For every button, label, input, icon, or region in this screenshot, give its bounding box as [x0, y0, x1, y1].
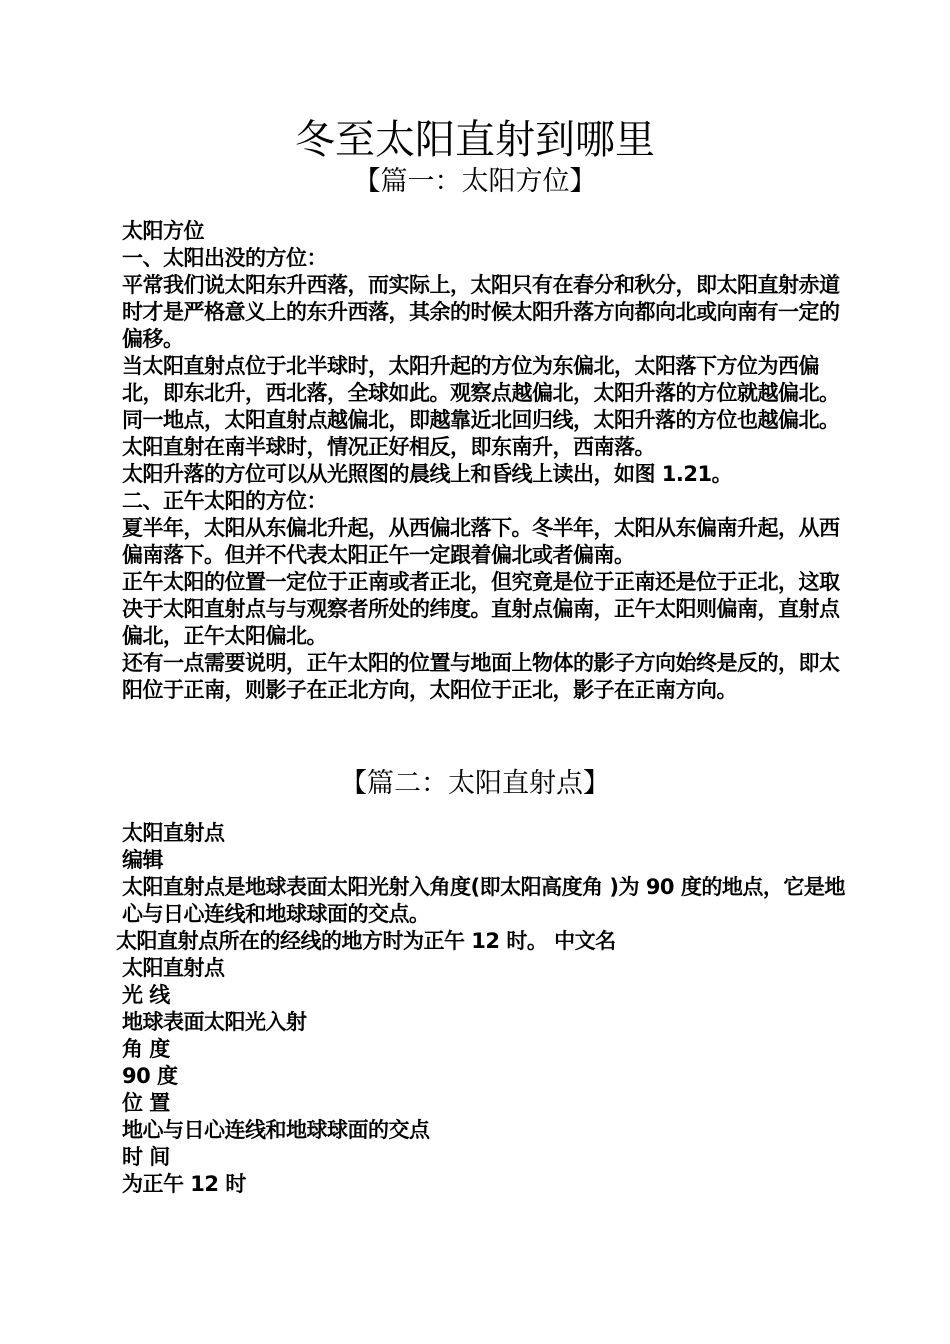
paragraph: 太阳直射点所在的经线的地方时为正午 12 时。 中文名: [116, 929, 616, 953]
document-title: 冬至太阳直射到哪里: [295, 117, 655, 163]
info-value: 90 度: [122, 1064, 178, 1088]
info-label: 角 度: [122, 1037, 170, 1061]
paragraph: 夏半年，太阳从东偏北升起，从西偏北落下。冬半年，太阳从东偏南升起，从西偏南落下。但并不代表太阳正午一定跟着偏北或者偏南。: [122, 516, 840, 567]
paragraph: 当太阳直射点位于北半球时，太阳升起的方位为东偏北，太阳落下方位为西偏北，即东北升，西北落，全球如此。观察点越偏北，太阳升落的方位就越偏北。同一地点，太阳直射点越偏北，即越靠近北回归线，太阳升落的方位也越偏北。太阳直射在南半球时，情况正好相反，即东南升，西南落。: [122, 354, 840, 459]
edit-label: 编辑: [122, 848, 163, 872]
paragraph: 太阳直射点是地球表面太阳光射入角度(即太阳高度角 )为 90 度的地点，它是地心与日心连线和地球球面的交点。: [122, 875, 845, 926]
info-value: 地球表面太阳光入射: [122, 1010, 307, 1034]
info-value: 太阳直射点: [122, 956, 225, 980]
subheading-rise-set-direction: 一、太阳出没的方位：: [122, 246, 327, 270]
info-value: 地心与日心连线和地球球面的交点: [122, 1118, 430, 1142]
subheading-sun-direction: 太阳方位: [122, 219, 204, 243]
info-label: 位 置: [122, 1091, 170, 1115]
subheading-noon-sun-direction: 二、正午太阳的方位：: [122, 489, 327, 513]
section-body-subsolar-point: [116, 820, 850, 1198]
info-label: 光 线: [122, 983, 170, 1007]
paragraph: 平常我们说太阳东升西落，而实际上，太阳只有在春分和秋分，即太阳直射赤道时才是严格意义上的东升西落，其余的时候太阳升落方向都向北或向南有一定的偏移。: [122, 273, 840, 351]
section-heading-sun-direction: 【篇一：太阳方位】: [353, 166, 597, 197]
section-body-sun-direction: [116, 218, 850, 704]
section-heading-subsolar-point: 【篇二：太阳直射点】: [340, 768, 610, 799]
info-label: 时 间: [122, 1145, 170, 1169]
paragraph: 还有一点需要说明，正午太阳的位置与地面上物体的影子方向始终是反的，即太阳位于正南，则影子在正北方向，太阳位于正北，影子在正南方向。: [122, 651, 840, 702]
info-value: 为正午 12 时: [122, 1172, 246, 1196]
paragraph: 太阳升落的方位可以从光照图的晨线上和昏线上读出，如图 1.21。: [122, 462, 733, 486]
subheading-subsolar-point: 太阳直射点: [122, 821, 225, 845]
paragraph: 正午太阳的位置一定位于正南或者正北，但究竟是位于正南还是位于正北，这取决于太阳直射点与与观察者所处的纬度。直射点偏南，正午太阳则偏南，直射点偏北，正午太阳偏北。: [122, 570, 840, 648]
